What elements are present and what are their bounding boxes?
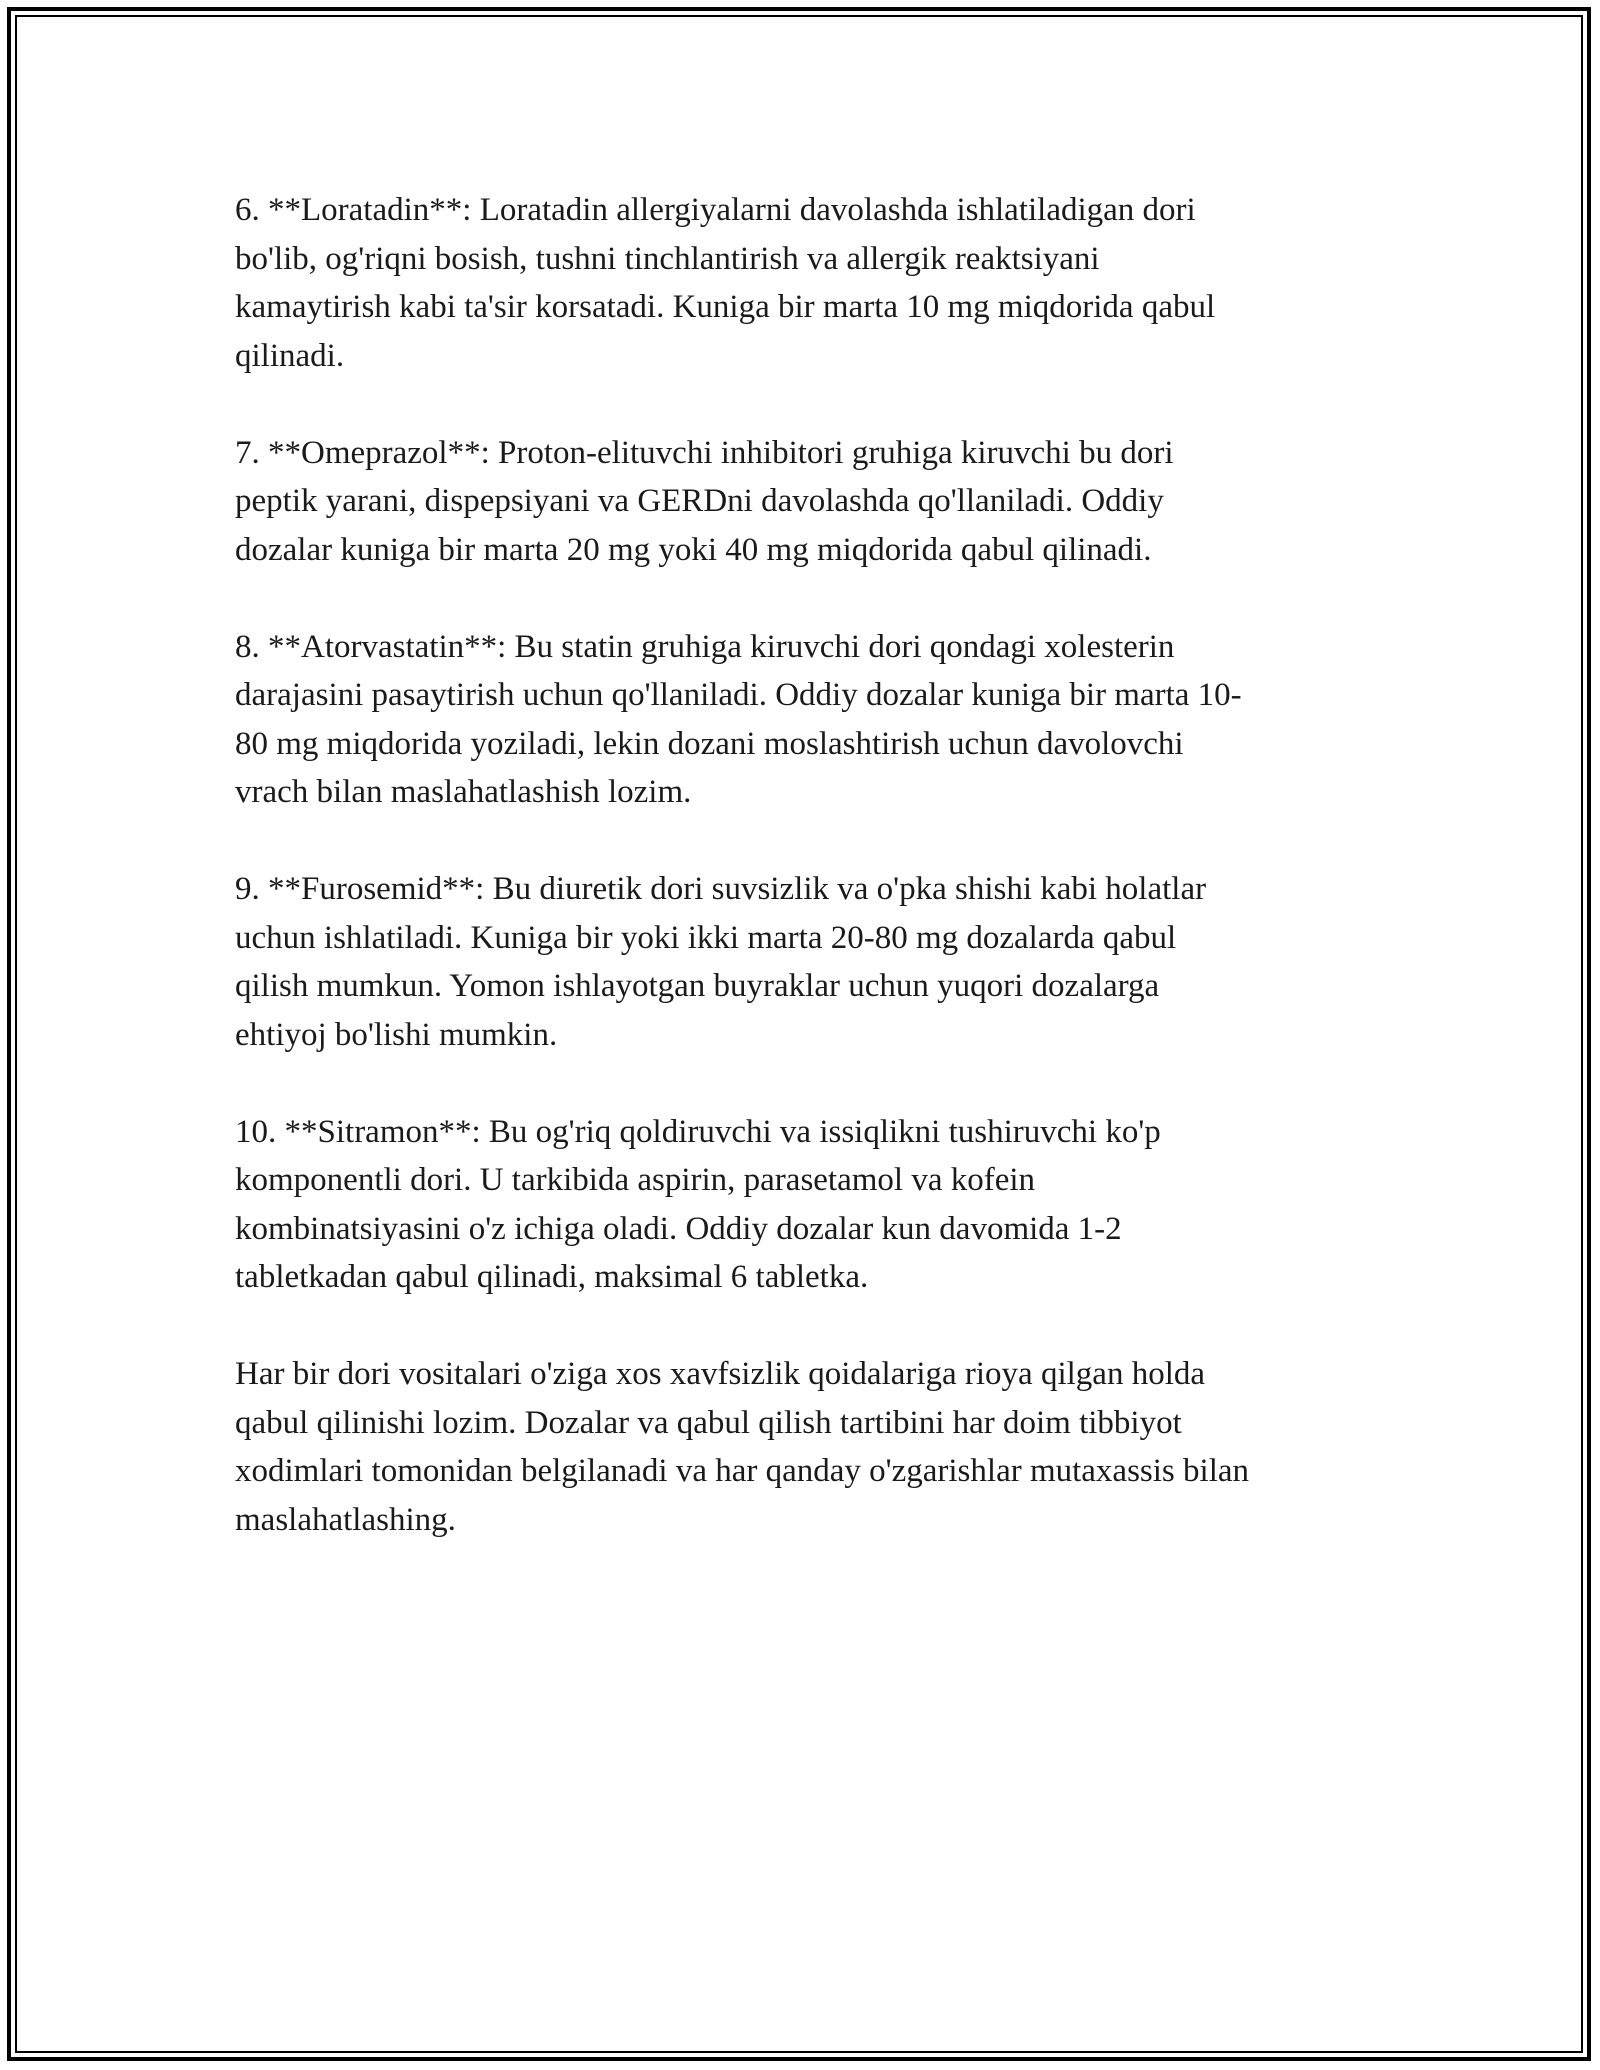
paragraph-omeprazol: 7. **Omeprazol**: Proton-elituvchi inhibitori gruhiga kiruvchi bu dori peptik yarani, dispepsiyani va GERDni davolashda qo'llaniladi. Oddiy dozalar kuniga bir marta 20 mg yoki 40 mg miqdorida qabul qilinadi.: [235, 434, 1174, 568]
paragraph-furosemid: 9. **Furosemid**: Bu diuretik dori suvsizlik va o'pka shishi kabi holatlar uchun ishlatiladi. Kuniga bir yoki ikki marta 20-80 mg dozalarda qabul qilish mumkun. Yomon ishlayotgan buyraklar uchun yuqori dozalarga ehtiyoj bo'lishi mumkin.: [235, 871, 1207, 1053]
paragraph-conclusion: Har bir dori vositalari o'ziga xos xavfsizlik qoidalariga rioya qilgan holda qabul qilinishi lozim. Dozalar va qabul qilish tartibini har doim tibbiyot xodimlari tomonidan belgilanadi va har qanday o'zgarishlar mutaxassis bilan maslahatlashing.: [235, 1356, 1250, 1538]
paragraph-atorvastatin: 8. **Atorvastatin**: Bu statin gruhiga kiruvchi dori qondagi xolesterin darajasini pasaytirish uchun qo'llaniladi. Oddiy dozalar kuniga bir marta 10- 80 mg miqdorida yoziladi, lekin dozani moslashtirish uchun davolovchi vrach bilan maslahatlashish lozim.: [235, 628, 1242, 810]
document-body: [235, 186, 1365, 1593]
paragraph-loratadin: 6. **Loratadin**: Loratadin allergiyalarni davolashda ishlatiladigan dori bo'lib, og'riqni bosish, tushni tinchlantirish va allergik reaktsiyani kamaytirish kabi ta'sir korsatadi. Kuniga bir marta 10 mg miqdorida qabul qilinadi.: [235, 192, 1216, 374]
paragraph-sitramon: 10. **Sitramon**: Bu og'riq qoldiruvchi va issiqlikni tushiruvchi ko'p komponentli dori. U tarkibida aspirin, parasetamol va kofein kombinatsiyasini o'z ichiga oladi. Oddiy dozalar kun davomida 1-2 tabletkadan qabul qilinadi, maksimal 6 tabletka.: [235, 1113, 1161, 1295]
